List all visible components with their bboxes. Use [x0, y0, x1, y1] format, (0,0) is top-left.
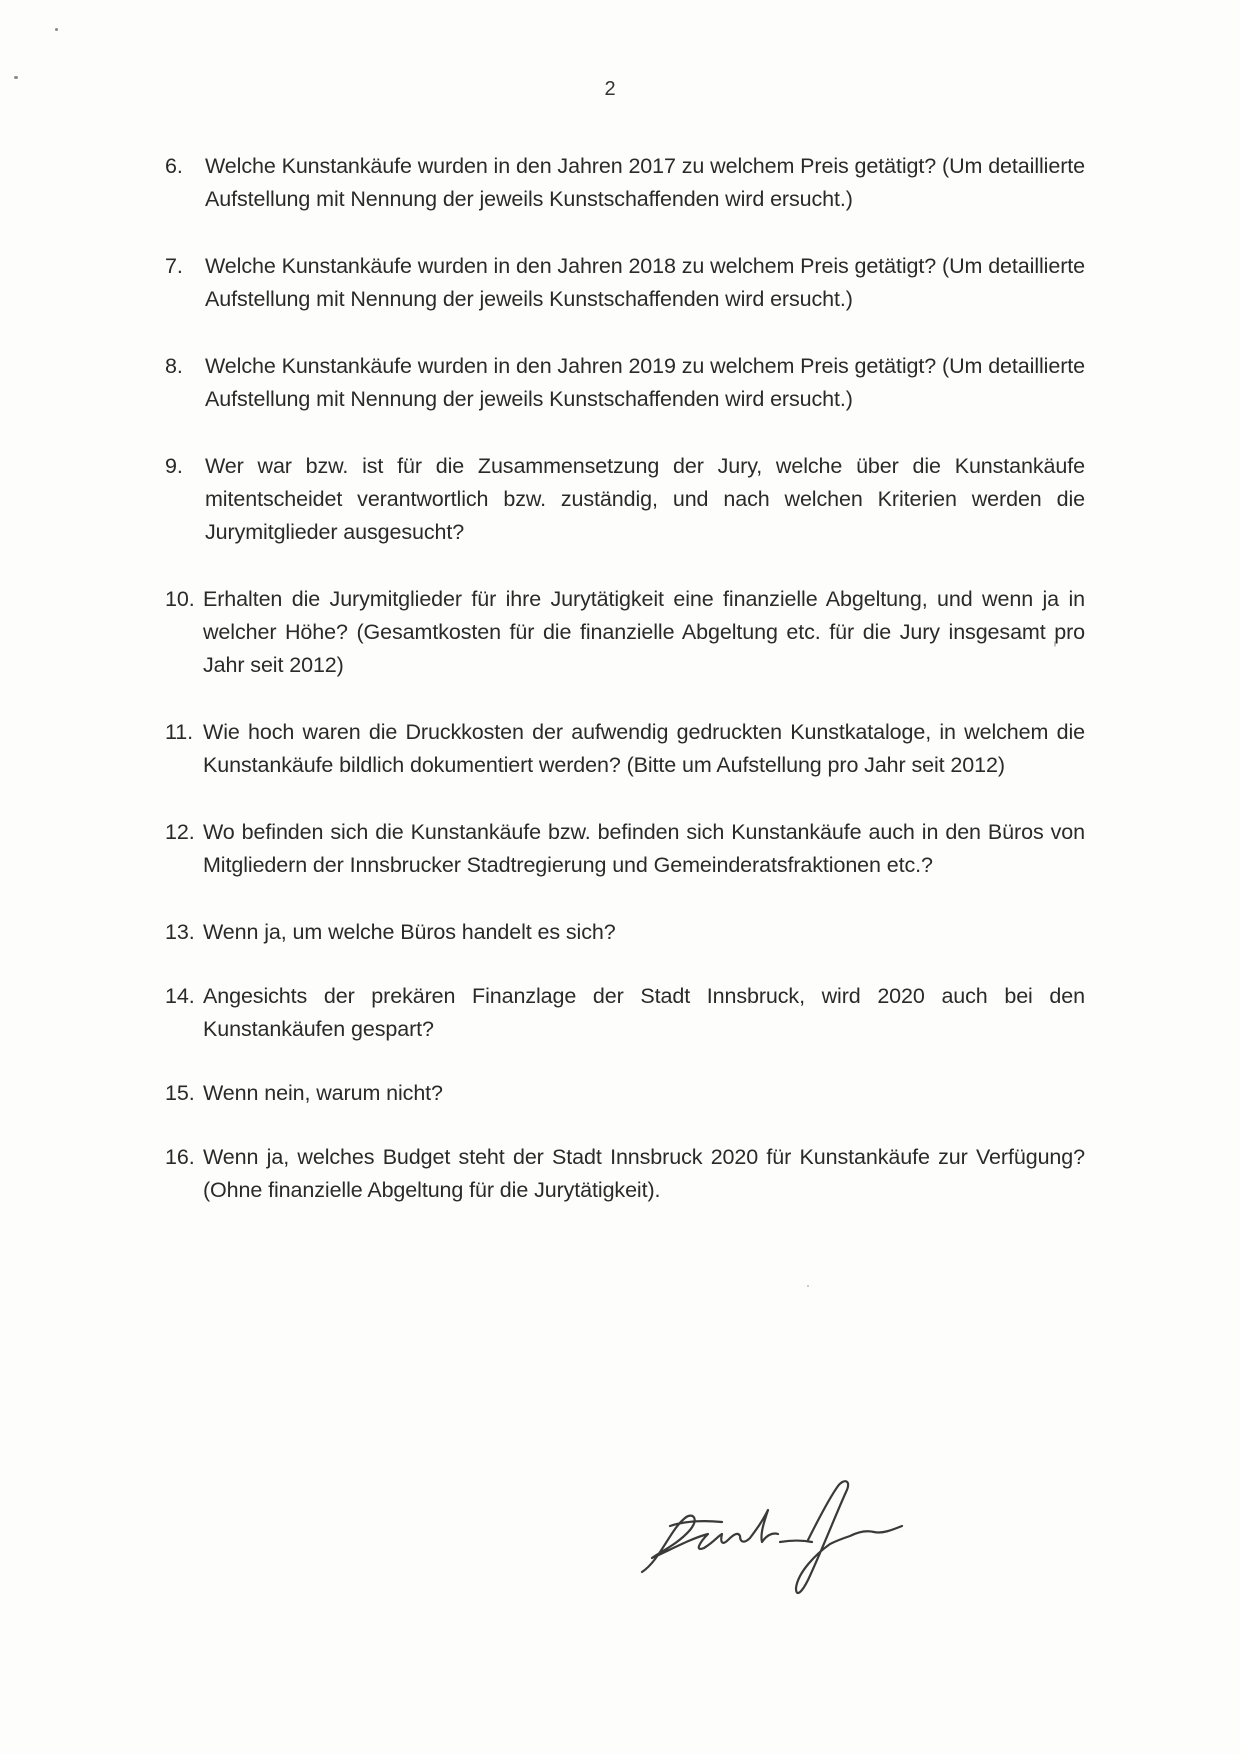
- page-number: 2: [604, 78, 616, 100]
- question-number: 9.: [165, 454, 183, 478]
- signature-stroke: [780, 1541, 812, 1543]
- list-item: [165, 980, 1085, 1046]
- question-text: Wo befinden sich die Kunstankäufe bzw. befinden sich Kunstankäufe auch in den Büros von Mitgliedern der Innsbrucker Stadtregierung und Gemeinderatsfraktionen etc.?: [203, 820, 1085, 877]
- list-item: [165, 716, 1085, 782]
- question-number: 8.: [165, 354, 183, 378]
- list-item: [165, 250, 1085, 316]
- question-number: 12.: [165, 820, 195, 844]
- question-text: Wenn ja, um welche Büros handelt es sich?: [203, 920, 616, 944]
- question-text: Angesichts der prekären Finanzlage der Stadt Innsbruck, wird 2020 auch bei den Kunstankäufen gespart?: [203, 984, 1085, 1041]
- list-item: [165, 583, 1085, 682]
- list-item: [165, 350, 1085, 416]
- question-text: Wenn ja, welches Budget steht der Stadt Innsbruck 2020 für Kunstankäufe zur Verfügung? (Ohne finanzielle Abgeltung für die Jurytätigkeit).: [203, 1145, 1085, 1202]
- scan-speck: [55, 28, 58, 31]
- question-number: 11.: [165, 720, 193, 744]
- question-list: [165, 150, 1085, 1207]
- list-item: [165, 150, 1085, 216]
- question-number: 13.: [165, 920, 195, 944]
- signature-stroke: [796, 1481, 902, 1593]
- question-text: Welche Kunstankäufe wurden in den Jahren 2017 zu welchem Preis getätigt? (Um detaillierte Aufstellung mit Nennung der jeweils Kunstschaffenden wird ersucht.): [205, 154, 1085, 211]
- question-text: Wenn nein, warum nicht?: [203, 1081, 443, 1105]
- question-text: Wer war bzw. ist für die Zusammensetzung der Jury, welche über die Kunstankäufe mitentscheidet verantwortlich bzw. zuständig, und nach welchen Kriterien werden die Jurymitglieder ausgesucht?: [205, 454, 1085, 544]
- list-item: [165, 450, 1085, 549]
- question-number: 15.: [165, 1081, 195, 1105]
- handwritten-signature-icon: [630, 1460, 940, 1610]
- question-number: 7.: [165, 254, 183, 278]
- list-item: [165, 816, 1085, 882]
- question-text: Wie hoch waren die Druckkosten der aufwendig gedruckten Kunstkataloge, in welchem die Kunstankäufe bildlich dokumentiert werden? (Bitte um Aufstellung pro Jahr seit 2012): [203, 720, 1085, 777]
- question-number: 10.: [165, 587, 195, 611]
- question-number: 16.: [165, 1145, 195, 1169]
- question-text: Erhalten die Jurymitglieder für ihre Jurytätigkeit eine finanzielle Abgeltung, und wenn ja in welcher Höhe? (Gesamtkosten für die finanzielle Abgeltung etc. für die Jury insgesamt pro Jahr seit 2012): [203, 587, 1085, 677]
- list-item: [165, 1077, 1085, 1110]
- question-number: 6.: [165, 154, 183, 178]
- question-number: 14.: [165, 984, 195, 1008]
- signature-stroke: [642, 1510, 778, 1572]
- scan-speck: [807, 1285, 809, 1287]
- question-text: Welche Kunstankäufe wurden in den Jahren 2019 zu welchem Preis getätigt? (Um detaillierte Aufstellung mit Nennung der jeweils Kunstschaffenden wird ersucht.): [205, 354, 1085, 411]
- list-item: [165, 916, 1085, 949]
- question-text: Welche Kunstankäufe wurden in den Jahren 2018 zu welchem Preis getätigt? (Um detaillierte Aufstellung mit Nennung der jeweils Kunstschaffenden wird ersucht.): [205, 254, 1085, 311]
- list-item: [165, 1141, 1085, 1207]
